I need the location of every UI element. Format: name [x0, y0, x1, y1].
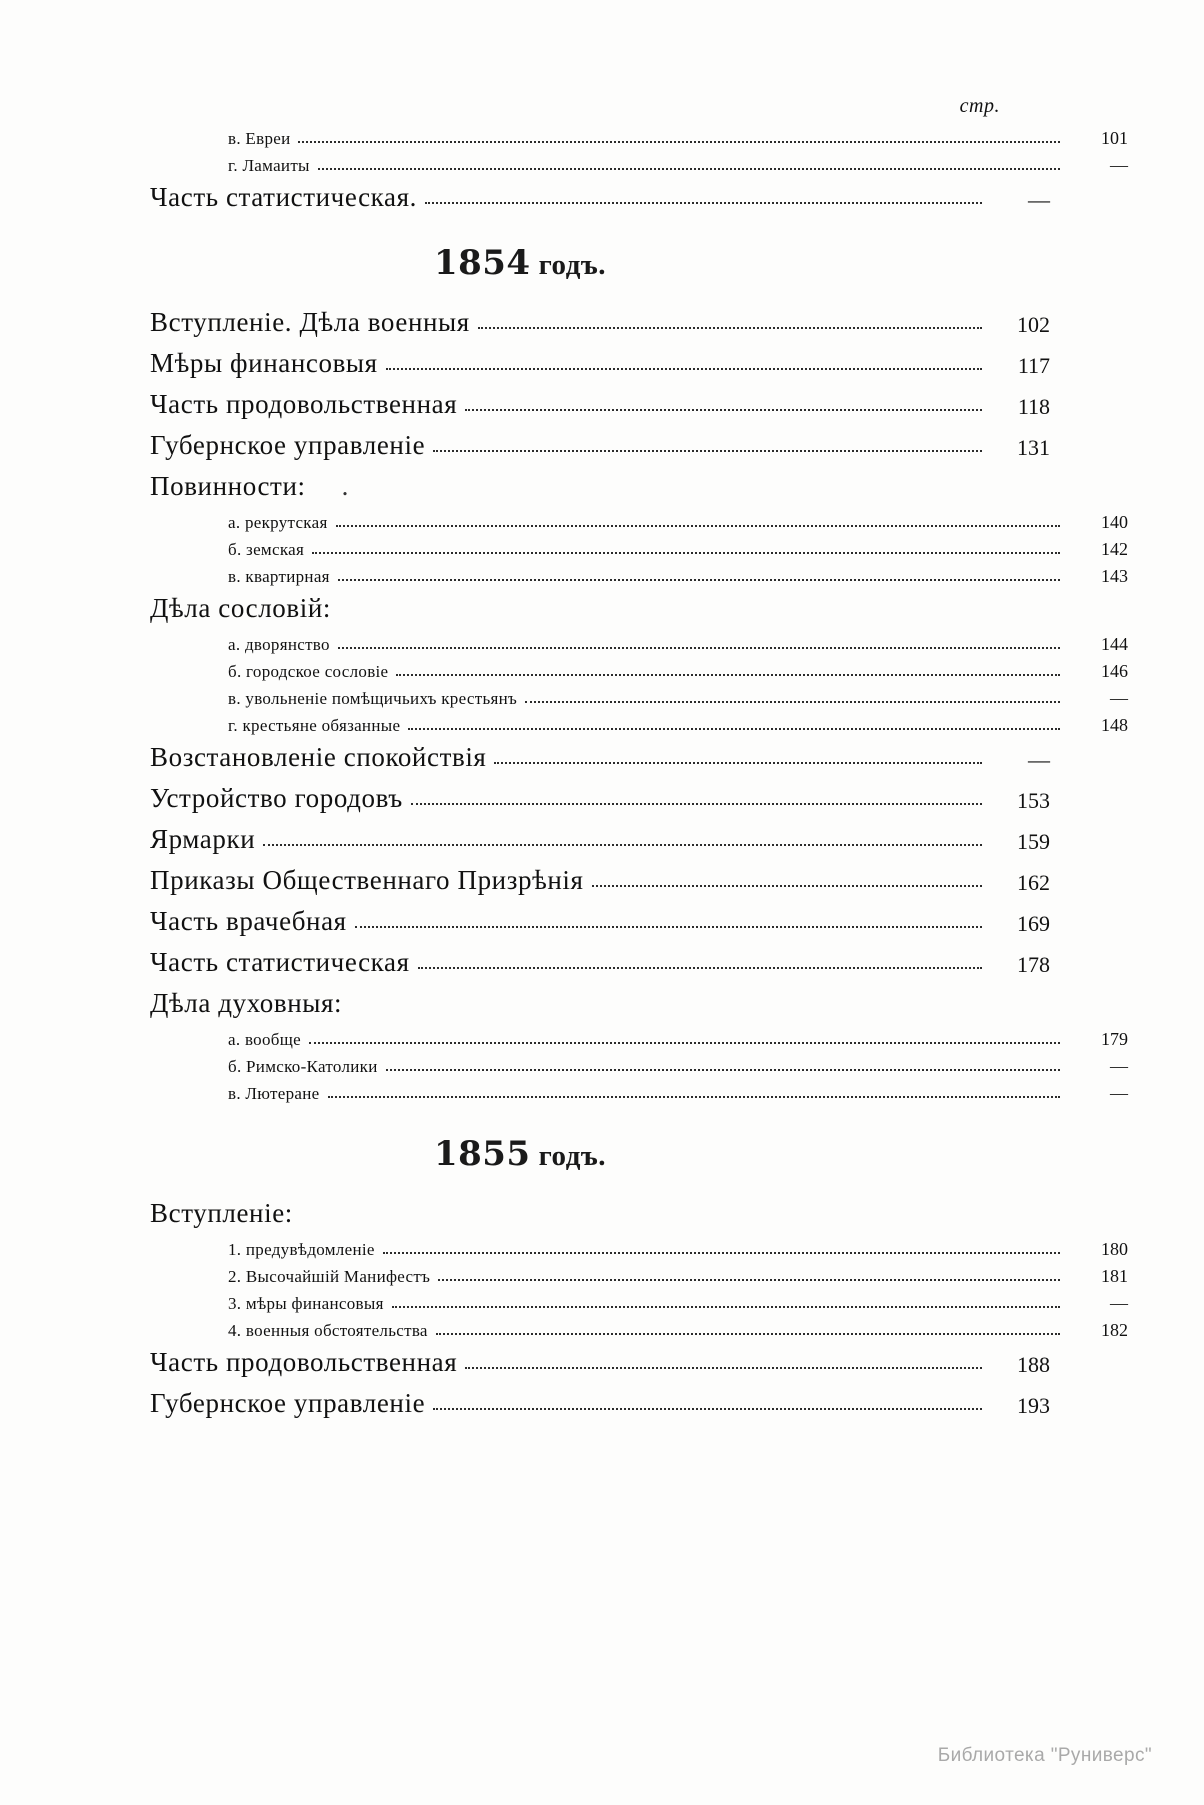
toc-entry-page-number: 179 — [1101, 1029, 1128, 1049]
toc-heading — [150, 1198, 1050, 1229]
toc-entry-page-number: 144 — [1101, 634, 1128, 654]
toc-entry[interactable] — [150, 634, 1128, 655]
toc-entry-page-number: 118 — [1017, 394, 1050, 419]
dot-leader — [418, 966, 982, 969]
toc-entry[interactable] — [150, 742, 1050, 773]
toc-entry-page-number: 117 — [1017, 353, 1050, 378]
toc-entry-page-number: 193 — [1017, 1393, 1050, 1418]
toc-entry[interactable] — [150, 512, 1128, 533]
year-word: годъ. — [538, 249, 607, 281]
toc-entry-label: Возстановленіе спокойствія — [150, 742, 487, 772]
toc-entry[interactable] — [150, 688, 1128, 709]
toc-entry[interactable] — [150, 182, 1050, 213]
year-section-title — [150, 243, 1050, 283]
toc-entry-page-number: 169 — [1017, 911, 1050, 936]
toc-entry-page-number: — — [1110, 155, 1128, 175]
year-section-entries — [150, 307, 1128, 1104]
toc-entry-label: в. квартирная — [228, 567, 330, 586]
toc-entry-page-number: 159 — [1017, 829, 1050, 854]
toc-entry-page-number: 188 — [1017, 1352, 1050, 1377]
year-section-title — [150, 1134, 1050, 1174]
dot-leader — [396, 673, 1060, 676]
toc-entry[interactable] — [150, 155, 1128, 176]
toc-heading — [150, 593, 1050, 624]
dot-leader — [386, 367, 982, 370]
toc-entry-label: а. вообще — [228, 1030, 301, 1049]
toc-entry-label: Часть продовольственная — [150, 389, 458, 419]
toc-entry-page-number: 162 — [1017, 870, 1050, 895]
toc-entry-page-number: 140 — [1101, 512, 1128, 532]
dot-leader — [478, 326, 982, 329]
dot-leader — [309, 1041, 1060, 1044]
toc-entry[interactable] — [150, 865, 1050, 896]
table-of-contents — [150, 95, 1128, 1429]
toc-entry-page-number: 182 — [1101, 1320, 1128, 1340]
toc-entry-label: 4. военныя обстоятельства — [228, 1321, 428, 1340]
toc-entry-page-number: 101 — [1101, 128, 1128, 148]
toc-entry-page-number: 131 — [1017, 435, 1050, 460]
toc-entry[interactable] — [150, 1293, 1128, 1314]
toc-entry-page-number: — — [1110, 1056, 1128, 1076]
dot-leader — [338, 578, 1060, 581]
toc-entry[interactable] — [150, 1388, 1050, 1419]
dot-leader — [355, 925, 982, 928]
year-word: годъ. — [538, 1140, 607, 1172]
dot-leader — [465, 408, 982, 411]
toc-heading — [150, 988, 1050, 1019]
toc-entry-label: а. дворянство — [228, 635, 330, 654]
toc-entry[interactable] — [150, 715, 1128, 736]
toc-entry-label: Ярмарки — [150, 824, 256, 854]
toc-heading-label: Дѣла сословій: — [150, 593, 331, 623]
dot-leader — [408, 727, 1060, 730]
toc-entry-page-number: — — [1110, 688, 1128, 708]
toc-entry[interactable] — [150, 1239, 1128, 1260]
library-watermark: Библиотека "Руниверс" — [937, 1745, 1152, 1766]
dot-leader — [336, 524, 1060, 527]
dot-leader — [411, 802, 982, 805]
toc-entry-label: 2. Высочайшій Манифестъ — [228, 1267, 431, 1286]
toc-entry-page-number: 143 — [1101, 566, 1128, 586]
toc-entry-page-number: 180 — [1101, 1239, 1128, 1259]
toc-entry-label: б. Римско-Католики — [228, 1057, 378, 1076]
toc-entry-label: 3. мѣры финансовыя — [228, 1294, 384, 1313]
toc-entry-label: г. Ламаиты — [228, 156, 310, 175]
toc-entry-label: Губернское управленіе — [150, 430, 426, 460]
toc-entry[interactable] — [150, 1347, 1050, 1378]
toc-entry[interactable] — [150, 1266, 1128, 1287]
dot-leader — [438, 1278, 1060, 1281]
dot-leader — [328, 1095, 1061, 1098]
dot-leader — [592, 884, 982, 887]
dot-leader — [312, 551, 1060, 554]
toc-entry[interactable] — [150, 389, 1050, 420]
toc-entry-label: Часть статистическая — [150, 947, 410, 977]
toc-entry-label: Часть продовольственная — [150, 1347, 458, 1377]
toc-entry-page-number: 146 — [1101, 661, 1128, 681]
dot-leader — [338, 646, 1060, 649]
toc-entry[interactable] — [150, 430, 1050, 461]
toc-entry[interactable] — [150, 1056, 1128, 1077]
toc-heading-label: Дѣла духовныя: — [150, 988, 343, 1018]
dot-leader — [263, 843, 982, 846]
toc-entry-label: 1. предувѣдомленіе — [228, 1240, 375, 1259]
toc-entry-page-number: 148 — [1101, 715, 1128, 735]
toc-entry[interactable] — [150, 1320, 1128, 1341]
toc-entry[interactable] — [150, 824, 1050, 855]
heading-dot-mark: . — [341, 471, 349, 501]
toc-sections — [150, 243, 1128, 1419]
toc-entry-page-number: — — [1028, 187, 1050, 212]
toc-entry-label: Устройство городовъ — [150, 783, 403, 813]
dot-leader — [392, 1305, 1060, 1308]
toc-entry-label: Часть врачебная — [150, 906, 347, 936]
dot-leader — [298, 140, 1060, 143]
year-number: 1854 — [433, 243, 531, 283]
toc-entry-label: в. Евреи — [228, 129, 291, 148]
year-section-entries — [150, 1198, 1128, 1419]
dot-leader — [318, 167, 1060, 170]
toc-entry[interactable] — [150, 783, 1050, 814]
dot-leader — [425, 201, 982, 204]
dot-leader — [383, 1251, 1060, 1254]
dot-leader — [494, 761, 982, 764]
toc-top-entries — [150, 128, 1128, 213]
dot-leader — [386, 1068, 1060, 1071]
toc-entry-label: Приказы Общественнаго Призрѣнія — [150, 865, 584, 895]
toc-entry-label: Губернское управленіе — [150, 1388, 426, 1418]
toc-entry[interactable] — [150, 947, 1050, 978]
toc-entry[interactable] — [150, 348, 1050, 379]
dot-leader — [433, 1407, 982, 1410]
toc-entry[interactable] — [150, 566, 1128, 587]
dot-leader — [433, 449, 982, 452]
toc-entry-label: Мѣры финансовыя — [150, 348, 378, 378]
toc-entry-label: б. земская — [228, 540, 305, 559]
toc-entry-page-number: — — [1110, 1083, 1128, 1103]
toc-entry-label: Вступленіе. Дѣла военныя — [150, 307, 470, 337]
toc-entry[interactable] — [150, 661, 1128, 682]
dot-leader — [436, 1332, 1060, 1335]
dot-leader — [525, 700, 1060, 703]
toc-entry-label: в. увольненіе помѣщичьихъ крестьянъ — [228, 689, 518, 708]
toc-entry[interactable] — [150, 1083, 1128, 1104]
page-column-header: стр. — [959, 95, 1000, 117]
toc-heading-label: Повинности: — [150, 471, 306, 501]
toc-entry-page-number: 153 — [1017, 788, 1050, 813]
toc-entry[interactable] — [150, 128, 1128, 149]
toc-heading — [150, 471, 1050, 502]
toc-entry-page-number: — — [1028, 747, 1050, 772]
toc-entry-page-number: 102 — [1017, 312, 1050, 337]
toc-entry-label: в. Лютеране — [228, 1084, 320, 1103]
toc-entry-page-number: 178 — [1017, 952, 1050, 977]
toc-entry-label: Часть статистическая. — [150, 182, 417, 212]
toc-entry[interactable] — [150, 1029, 1128, 1050]
toc-entry-label: г. крестьяне обязанные — [228, 716, 401, 735]
year-number: 1855 — [433, 1134, 531, 1174]
toc-entry[interactable] — [150, 906, 1050, 937]
toc-entry-page-number: — — [1110, 1293, 1128, 1313]
toc-entry[interactable] — [150, 307, 1050, 338]
toc-entry-page-number: 181 — [1101, 1266, 1128, 1286]
toc-heading-label: Вступленіе: — [150, 1198, 293, 1228]
toc-entry[interactable] — [150, 539, 1128, 560]
toc-entry-label: б. городское сословіе — [228, 662, 389, 681]
toc-entry-label: а. рекрутская — [228, 513, 328, 532]
toc-entry-page-number: 142 — [1101, 539, 1128, 559]
dot-leader — [465, 1366, 982, 1369]
